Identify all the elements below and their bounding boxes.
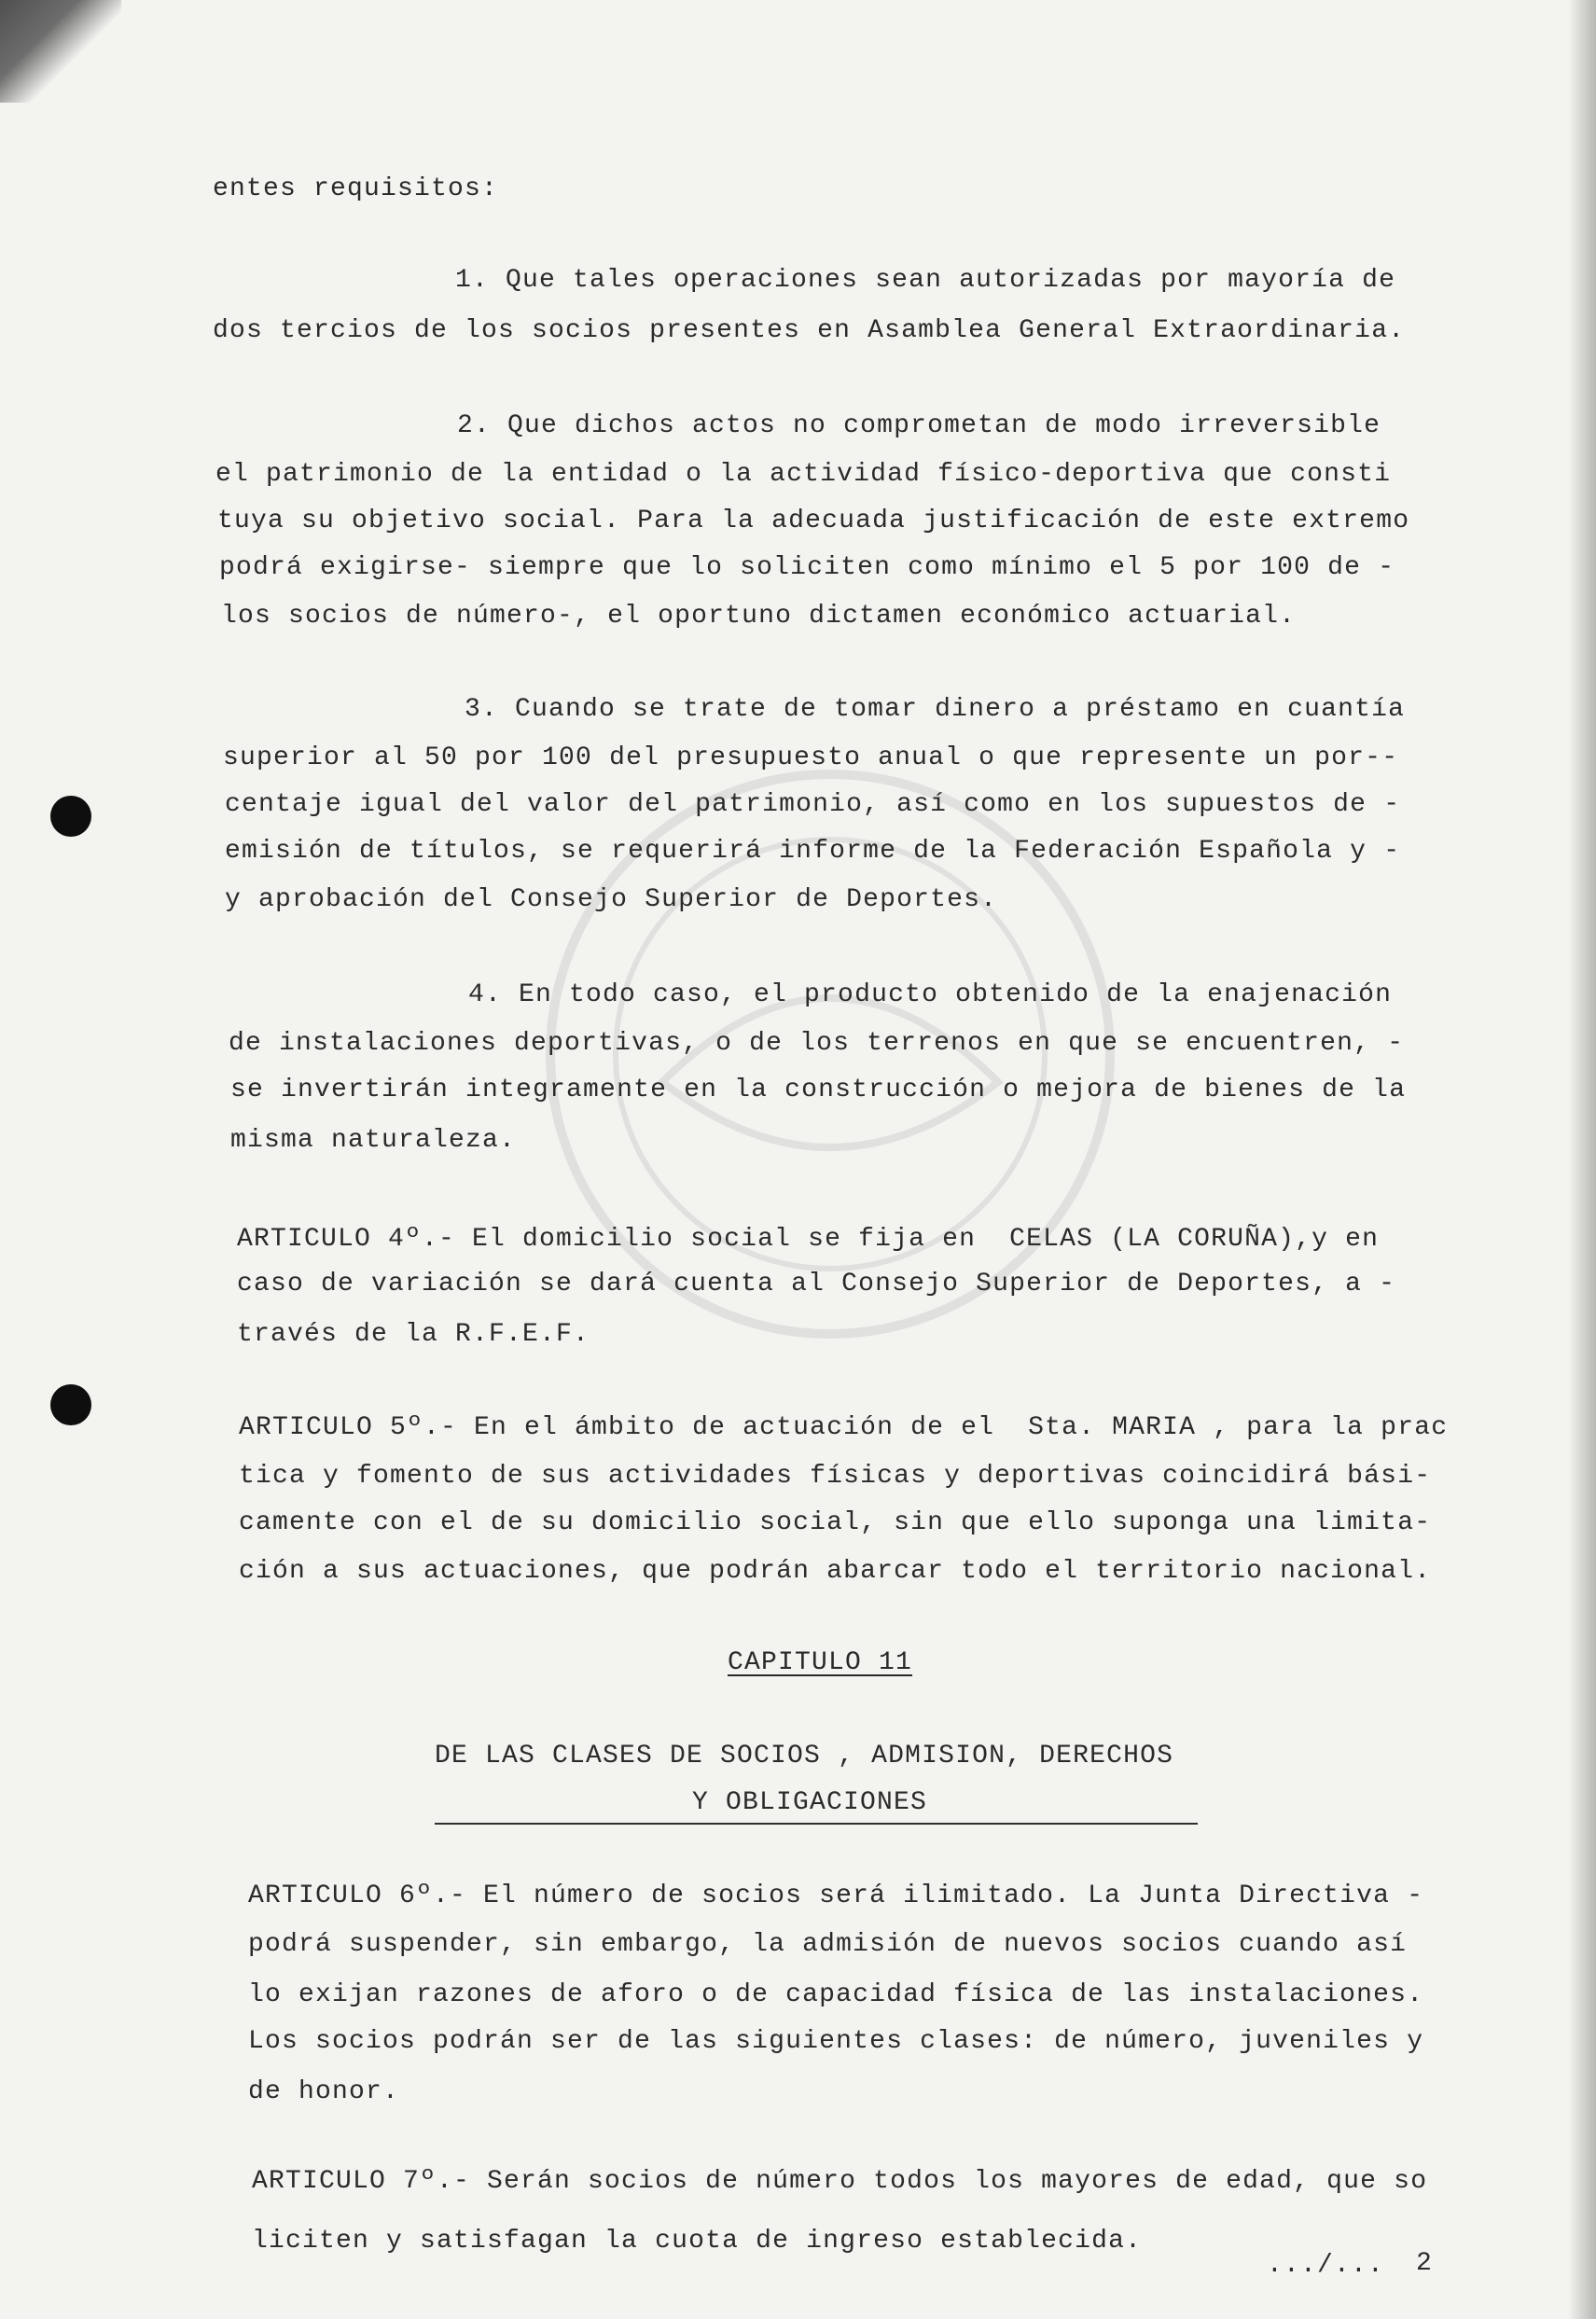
chapter-subtitle: DE LAS CLASES DE SOCIOS , ADMISION, DERECHOS <box>435 1742 1174 1770</box>
doc-line: caso de variación se dará cuenta al Consejo Superior de Deportes, a - <box>237 1270 1396 1298</box>
chapter-subtitle: Y OBLIGACIONES <box>692 1788 928 1817</box>
doc-line: misma naturaleza. <box>230 1126 517 1155</box>
doc-line: tica y fomento de sus actividades físicas y deportivas coincidirá bási- <box>239 1462 1432 1491</box>
doc-line: podrá exigirse- siempre que lo soliciten como mínimo el 5 por 100 de - <box>219 553 1395 582</box>
doc-line: ARTICULO 7º.- Serán socios de número todos los mayores de edad, que so <box>252 2167 1428 2196</box>
doc-line: y aprobación del Consejo Superior de Deportes. <box>225 885 998 914</box>
doc-line: podrá suspender, sin embargo, la admisión de nuevos socios cuando así <box>248 1930 1408 1959</box>
doc-line: ARTICULO 6º.- El número de socios será ilimitado. La Junta Directiva - <box>248 1882 1424 1910</box>
doc-line: se invertirán integramente en la construcción o mejora de bienes de la <box>230 1076 1407 1104</box>
doc-line: ARTICULO 5º.- En el ámbito de actuación de el Sta. MARIA , para la prac <box>239 1413 1449 1442</box>
chapter-title: CAPITULO 11 <box>728 1648 913 1677</box>
chapter-divider <box>435 1823 1198 1825</box>
doc-line: emisión de títulos, se requerirá informe de la Federación Española y - <box>225 837 1401 866</box>
doc-line: el patrimonio de la entidad o la actividad físico-deportiva que consti <box>215 460 1392 489</box>
doc-line: ción a sus actuaciones, que podrán abarcar todo el territorio nacional. <box>239 1557 1432 1586</box>
punch-hole-bottom <box>50 1384 91 1425</box>
doc-line: tuya su objetivo social. Para la adecuada justificación de este extremo <box>217 507 1410 535</box>
page-number: 2 <box>1416 2249 1434 2278</box>
doc-line: superior al 50 por 100 del presupuesto anual o que represente un por-- <box>223 743 1399 772</box>
doc-line: ARTICULO 4º.- El domicilio social se fija en CELAS (LA CORUÑA),y en <box>237 1225 1380 1254</box>
doc-line: 2. Que dichos actos no comprometan de modo irreversible <box>457 411 1381 440</box>
doc-line: camente con el de su domicilio social, sin que ello suponga una limita- <box>239 1508 1432 1537</box>
doc-line: los socios de número-, el oportuno dictamen económico actuarial. <box>221 602 1297 631</box>
doc-line: Los socios podrán ser de las siguientes clases: de número, juveniles y <box>248 2027 1424 2056</box>
doc-line: de instalaciones deportivas, o de los terrenos en que se encuentren, - <box>229 1029 1405 1058</box>
doc-line: dos tercios de los socios presentes en Asamblea General Extraordinaria. <box>213 316 1406 345</box>
doc-line: liciten y satisfagan la cuota de ingreso establecida. <box>252 2227 1143 2256</box>
doc-line: lo exijan razones de aforo o de capacidad física de las instalaciones. <box>248 1980 1424 2009</box>
doc-line: 4. En todo caso, el producto obtenido de la enajenación <box>468 980 1393 1009</box>
continuation-mark: .../... <box>1267 2251 1385 2280</box>
doc-line: 1. Que tales operaciones sean autorizadas por mayoría de <box>455 266 1396 295</box>
doc-line: de honor. <box>248 2077 400 2106</box>
doc-line: centaje igual del valor del patrimonio, así como en los supuestos de - <box>225 790 1401 819</box>
doc-line: 3. Cuando se trate de tomar dinero a préstamo en cuantía <box>465 695 1406 724</box>
doc-line: entes requisitos: <box>213 174 499 203</box>
doc-line: través de la R.F.E.F. <box>237 1320 590 1349</box>
punch-hole-top <box>50 796 91 837</box>
